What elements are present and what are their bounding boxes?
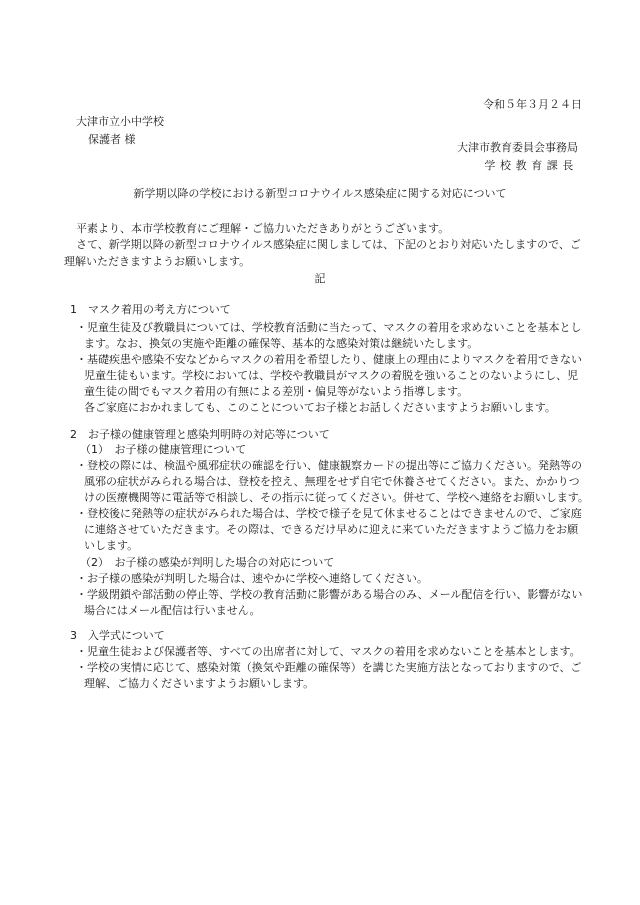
body-line: ・基礎疾患や感染不安などからマスクの着用を希望したり、健康上の理由によりマスクを着用できない	[76, 353, 582, 366]
body-line: に連絡させていただきます。その際は、できるだけ早めに迎えに来ていただきますようご協力をお願	[84, 523, 579, 536]
section-heading: 2 お子様の健康管理と感染判明時の対応等について	[70, 428, 330, 441]
intro-line: さて、新学期以降の新型コロナウイルス感染症に関しましては、下記のとおり対応いたしますので、ご	[76, 238, 581, 251]
body-line: けの医療機関等に電話等で相談し、その指示に従ってください。併せて、学校へ連絡をお願いします。	[84, 491, 589, 504]
intro-line: 平素より、本市学校教育にご理解・ご協力いただきありがとうございます。	[76, 222, 450, 235]
body-line: いします。	[84, 539, 139, 552]
body-line: ・児童生徒及び教職員については、学校教育活動に当たって、マスクの着用を求めないことを基本とし	[76, 321, 582, 334]
body-line: ・登校の際には、検温や風邪症状の確認を行い、健康観察カードの提出等にご協力ください。発熱等の	[76, 459, 582, 472]
recipient-guardians: 保護者 様	[88, 133, 136, 146]
body-line: 童生徒の間でもマスク着用の有無による差別・偏見等がないよう指導します。	[84, 385, 469, 398]
body-line: ・学校の実情に応じて、感染対策（換気や距離の確保等）を講じた実施方法となっておりますので、ご	[76, 661, 582, 674]
subsection-heading: （1） お子様の健康管理について	[80, 443, 247, 456]
body-line: 児童生徒もいます。学校においては、学校や教職員がマスクの着脱を強いることのないようにし、児	[84, 369, 579, 382]
body-line: 風邪の症状がみられる場合は、登校を控え、無理をせず自宅で休養させてください。また、かかりつ	[84, 475, 580, 488]
body-line: 各ご家庭におかれましても、このことについてお子様とお話しくださいますようお願いします。	[84, 401, 556, 414]
body-line: 場合にはメール配信は行いません。	[84, 604, 261, 617]
body-line: ます。なお、換気の実施や距離の確保等、基本的な感染対策は継続いたします。	[84, 337, 479, 350]
sender-office: 大津市教育委員会事務局	[457, 141, 578, 154]
section-heading: 3 入学式について	[70, 629, 165, 642]
subsection-heading: （2） お子様の感染が判明した場合の対応について	[80, 556, 335, 569]
intro-line: 理解いただきますようお願いします。	[64, 255, 251, 268]
body-line: ・登校後に発熱等の症状がみられた場合は、学校で様子を見て休ませることはできませんので、ご家庭	[76, 507, 582, 520]
body-line: ・お子様の感染が判明した場合は、速やかに学校へ連絡してください。	[76, 572, 428, 585]
recipient-school: 大津市立小中学校	[76, 115, 164, 128]
document-title: 新学期以降の学校における新型コロナウイルス感染症に関する対応について	[133, 187, 507, 200]
issue-date: 令和５年３月２４日	[483, 98, 582, 111]
sender-department: 学校教育課長	[484, 159, 578, 172]
section-heading: 1 マスク着用の考え方について	[70, 303, 231, 316]
body-line: ・児童生徒および保護者等、すべての出席者に対して、マスクの着用を求めないことを基本とします。	[76, 645, 581, 658]
body-line: ・学級閉鎖や部活動の停止等、学校の教育活動に影響がある場合のみ、メール配信を行い、影響がない	[76, 588, 583, 601]
body-line: 理解、ご協力くださいますようお願いします。	[84, 677, 315, 690]
ki-marker: 記	[314, 272, 326, 285]
